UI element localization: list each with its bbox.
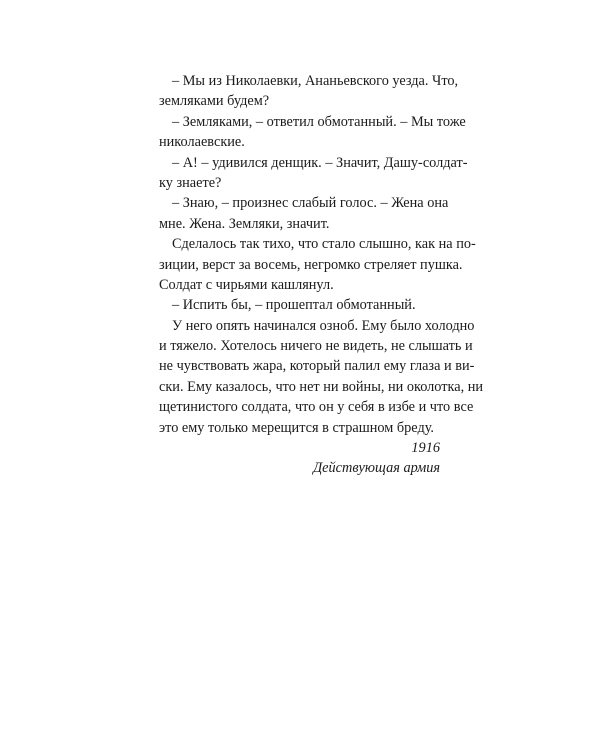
story-text [159, 71, 484, 479]
text-line: – А! – удивился денщик. – Значит, Дашу-солдат- [172, 154, 468, 171]
text-line: У него опять начинался озноб. Ему было холодно [172, 317, 475, 334]
text-line: – Знаю, – произнес слабый голос. – Жена она [172, 195, 449, 212]
date-signature: 1916 [411, 440, 440, 457]
text-line: и тяжело. Хотелось ничего не видеть, не слышать и [159, 338, 473, 355]
text-line: щетинистого солдата, что он у себя в избе и что все [159, 399, 474, 416]
text-line: не чувствовать жара, который палил ему глаза и ви- [159, 358, 475, 375]
text-line: мне. Жена. Земляки, значит. [159, 215, 330, 232]
text-line: – Испить бы, – прошептал обмотанный. [172, 297, 416, 314]
place-signature: Действующая армия [313, 460, 440, 477]
text-line: зиции, верст за восемь, негромко стреляет пушка. [159, 256, 463, 273]
text-line: Солдат с чирьями кашлянул. [159, 276, 334, 293]
text-line: николаевские. [159, 134, 245, 151]
text-line: ски. Ему казалось, что нет ни войны, ни околотка, ни [159, 378, 484, 395]
text-line: земляками будем? [159, 93, 270, 110]
text-line: это ему только мерещится в страшном бреду. [159, 419, 435, 436]
text-line: ку знаете? [159, 174, 222, 191]
text-line: – Земляками, – ответил обмотанный. – Мы тоже [172, 113, 466, 130]
text-line: Сделалось так тихо, что стало слышно, как на по- [172, 236, 476, 253]
text-line: – Мы из Николаевки, Ананьевского уезда. Что, [172, 73, 459, 89]
